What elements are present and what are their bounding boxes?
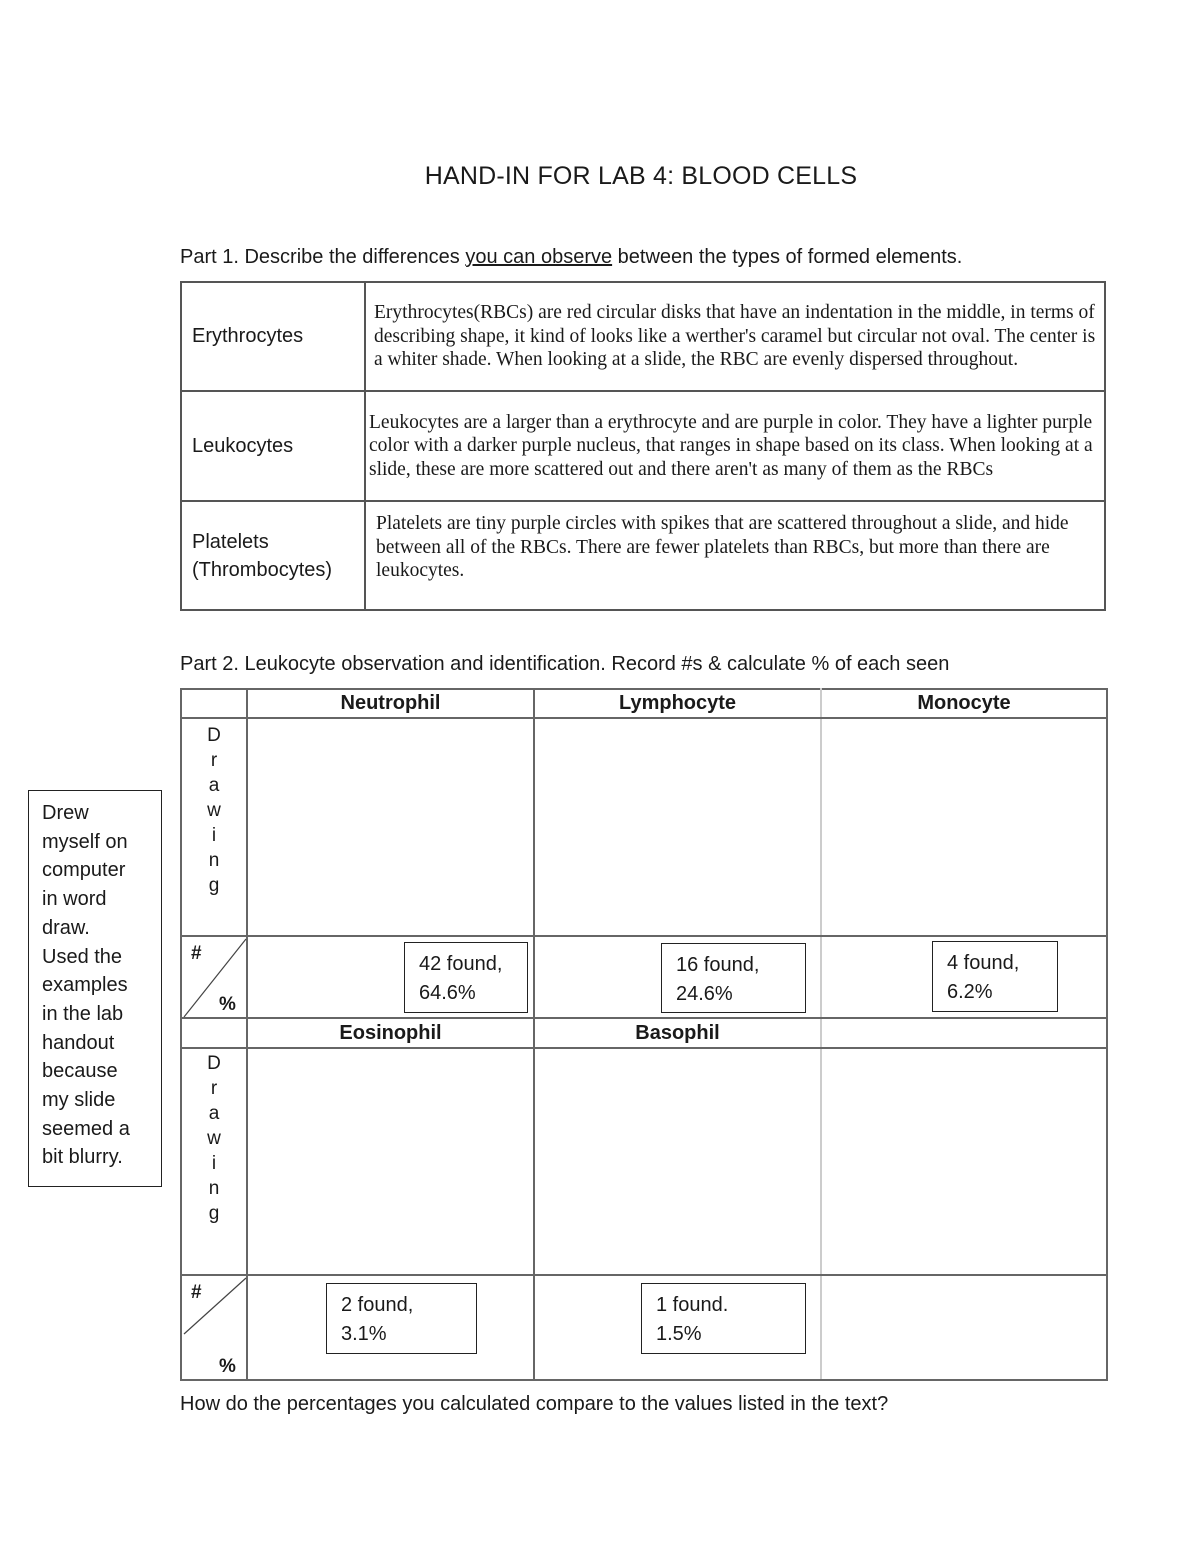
result-box-neutrophil: 42 found, 64.6% — [404, 942, 528, 1013]
table-row — [181, 391, 1105, 501]
drawing-cell-basophil — [534, 1048, 821, 1275]
table-row — [181, 282, 1105, 391]
header-monocyte: Monocyte — [821, 689, 1107, 718]
question-text: How do the percentages you calculated compare to the values listed in the text? — [180, 1393, 889, 1415]
row-label-platelets: Platelets (Thrombocytes) — [181, 501, 365, 610]
side-note-box: Drew myself on computer in word draw. Used the examples in the lab handout because my slide seemed a bit blurry. — [28, 790, 162, 1187]
part1-heading-prefix: Part 1. Describe the differences — [180, 246, 466, 268]
row-label-leukocytes: Leukocytes — [181, 391, 365, 501]
table-row — [181, 501, 1105, 610]
table-row — [181, 718, 1107, 936]
part2-heading: Part 2. Leukocyte observation and identification. Record #s & calculate % of each seen — [180, 653, 950, 675]
drawing-cell-neutrophil — [247, 718, 534, 936]
page-title: HAND-IN FOR LAB 4: BLOOD CELLS — [424, 162, 858, 190]
drawing-cell-eosinophil — [247, 1048, 534, 1275]
table-row — [181, 689, 1107, 718]
drawing-row-label-2: D r a w i n g — [181, 1048, 247, 1275]
part1-heading-underlined: you can observe — [465, 246, 613, 268]
result-box-basophil: 1 found. 1.5% — [641, 1283, 806, 1354]
count-percent-label — [181, 936, 247, 1018]
result-box-monocyte: 4 found, 6.2% — [932, 941, 1058, 1012]
row-label-erythrocytes: Erythrocytes — [181, 282, 365, 391]
drawing-cell-empty — [821, 1048, 1107, 1275]
row-description-erythrocytes: Erythrocytes(RBCs) are red circular disks that have an indentation in the middle, in terms of describing shape, it kind of looks like a werther's caramel but circular not oval. The center is a whiter shade. When looking at a slide, the RBC are evenly dispersed throughout. — [365, 282, 1105, 391]
header-neutrophil: Neutrophil — [247, 689, 534, 718]
corner-cell — [181, 689, 247, 718]
drawing-row-label: D r a w i n g — [181, 718, 247, 936]
corner-cell-2 — [181, 1018, 247, 1048]
part1-heading-suffix: between the types of formed elements. — [612, 246, 963, 268]
percent-symbol: % — [219, 994, 236, 1015]
header-lymphocyte: Lymphocyte — [534, 689, 821, 718]
hash-symbol: # — [191, 1282, 202, 1303]
result-box-eosinophil: 2 found, 3.1% — [326, 1283, 477, 1354]
percent-symbol: % — [219, 1356, 236, 1377]
result-box-lymphocyte: 16 found, 24.6% — [661, 943, 806, 1013]
header-empty — [821, 1018, 1107, 1048]
header-eosinophil: Eosinophil — [247, 1018, 534, 1048]
count-cell-empty — [821, 1275, 1107, 1380]
part1-heading — [180, 246, 962, 269]
table-row — [181, 1048, 1107, 1275]
row-description-leukocytes: Leukocytes are a larger than a erythrocyte and are purple in color. They have a lighter purple color with a darker purple nucleus, that ranges in shape based on its class. When looking at a slide, these are more scattered out and there aren't as many of them as the RBCs — [365, 391, 1105, 501]
table-row — [181, 1018, 1107, 1048]
count-percent-label-2 — [181, 1275, 247, 1380]
row-description-platelets: Platelets are tiny purple circles with spikes that are scattered throughout a slide, and hide between all of the RBCs. There are fewer platelets than RBCs, but more than there are leukocytes. — [365, 501, 1105, 610]
drawing-cell-monocyte — [821, 718, 1107, 936]
part2-table — [180, 688, 1108, 1381]
part1-table — [180, 281, 1106, 611]
drawing-cell-lymphocyte — [534, 718, 821, 936]
hash-symbol: # — [191, 943, 202, 964]
header-basophil: Basophil — [534, 1018, 821, 1048]
